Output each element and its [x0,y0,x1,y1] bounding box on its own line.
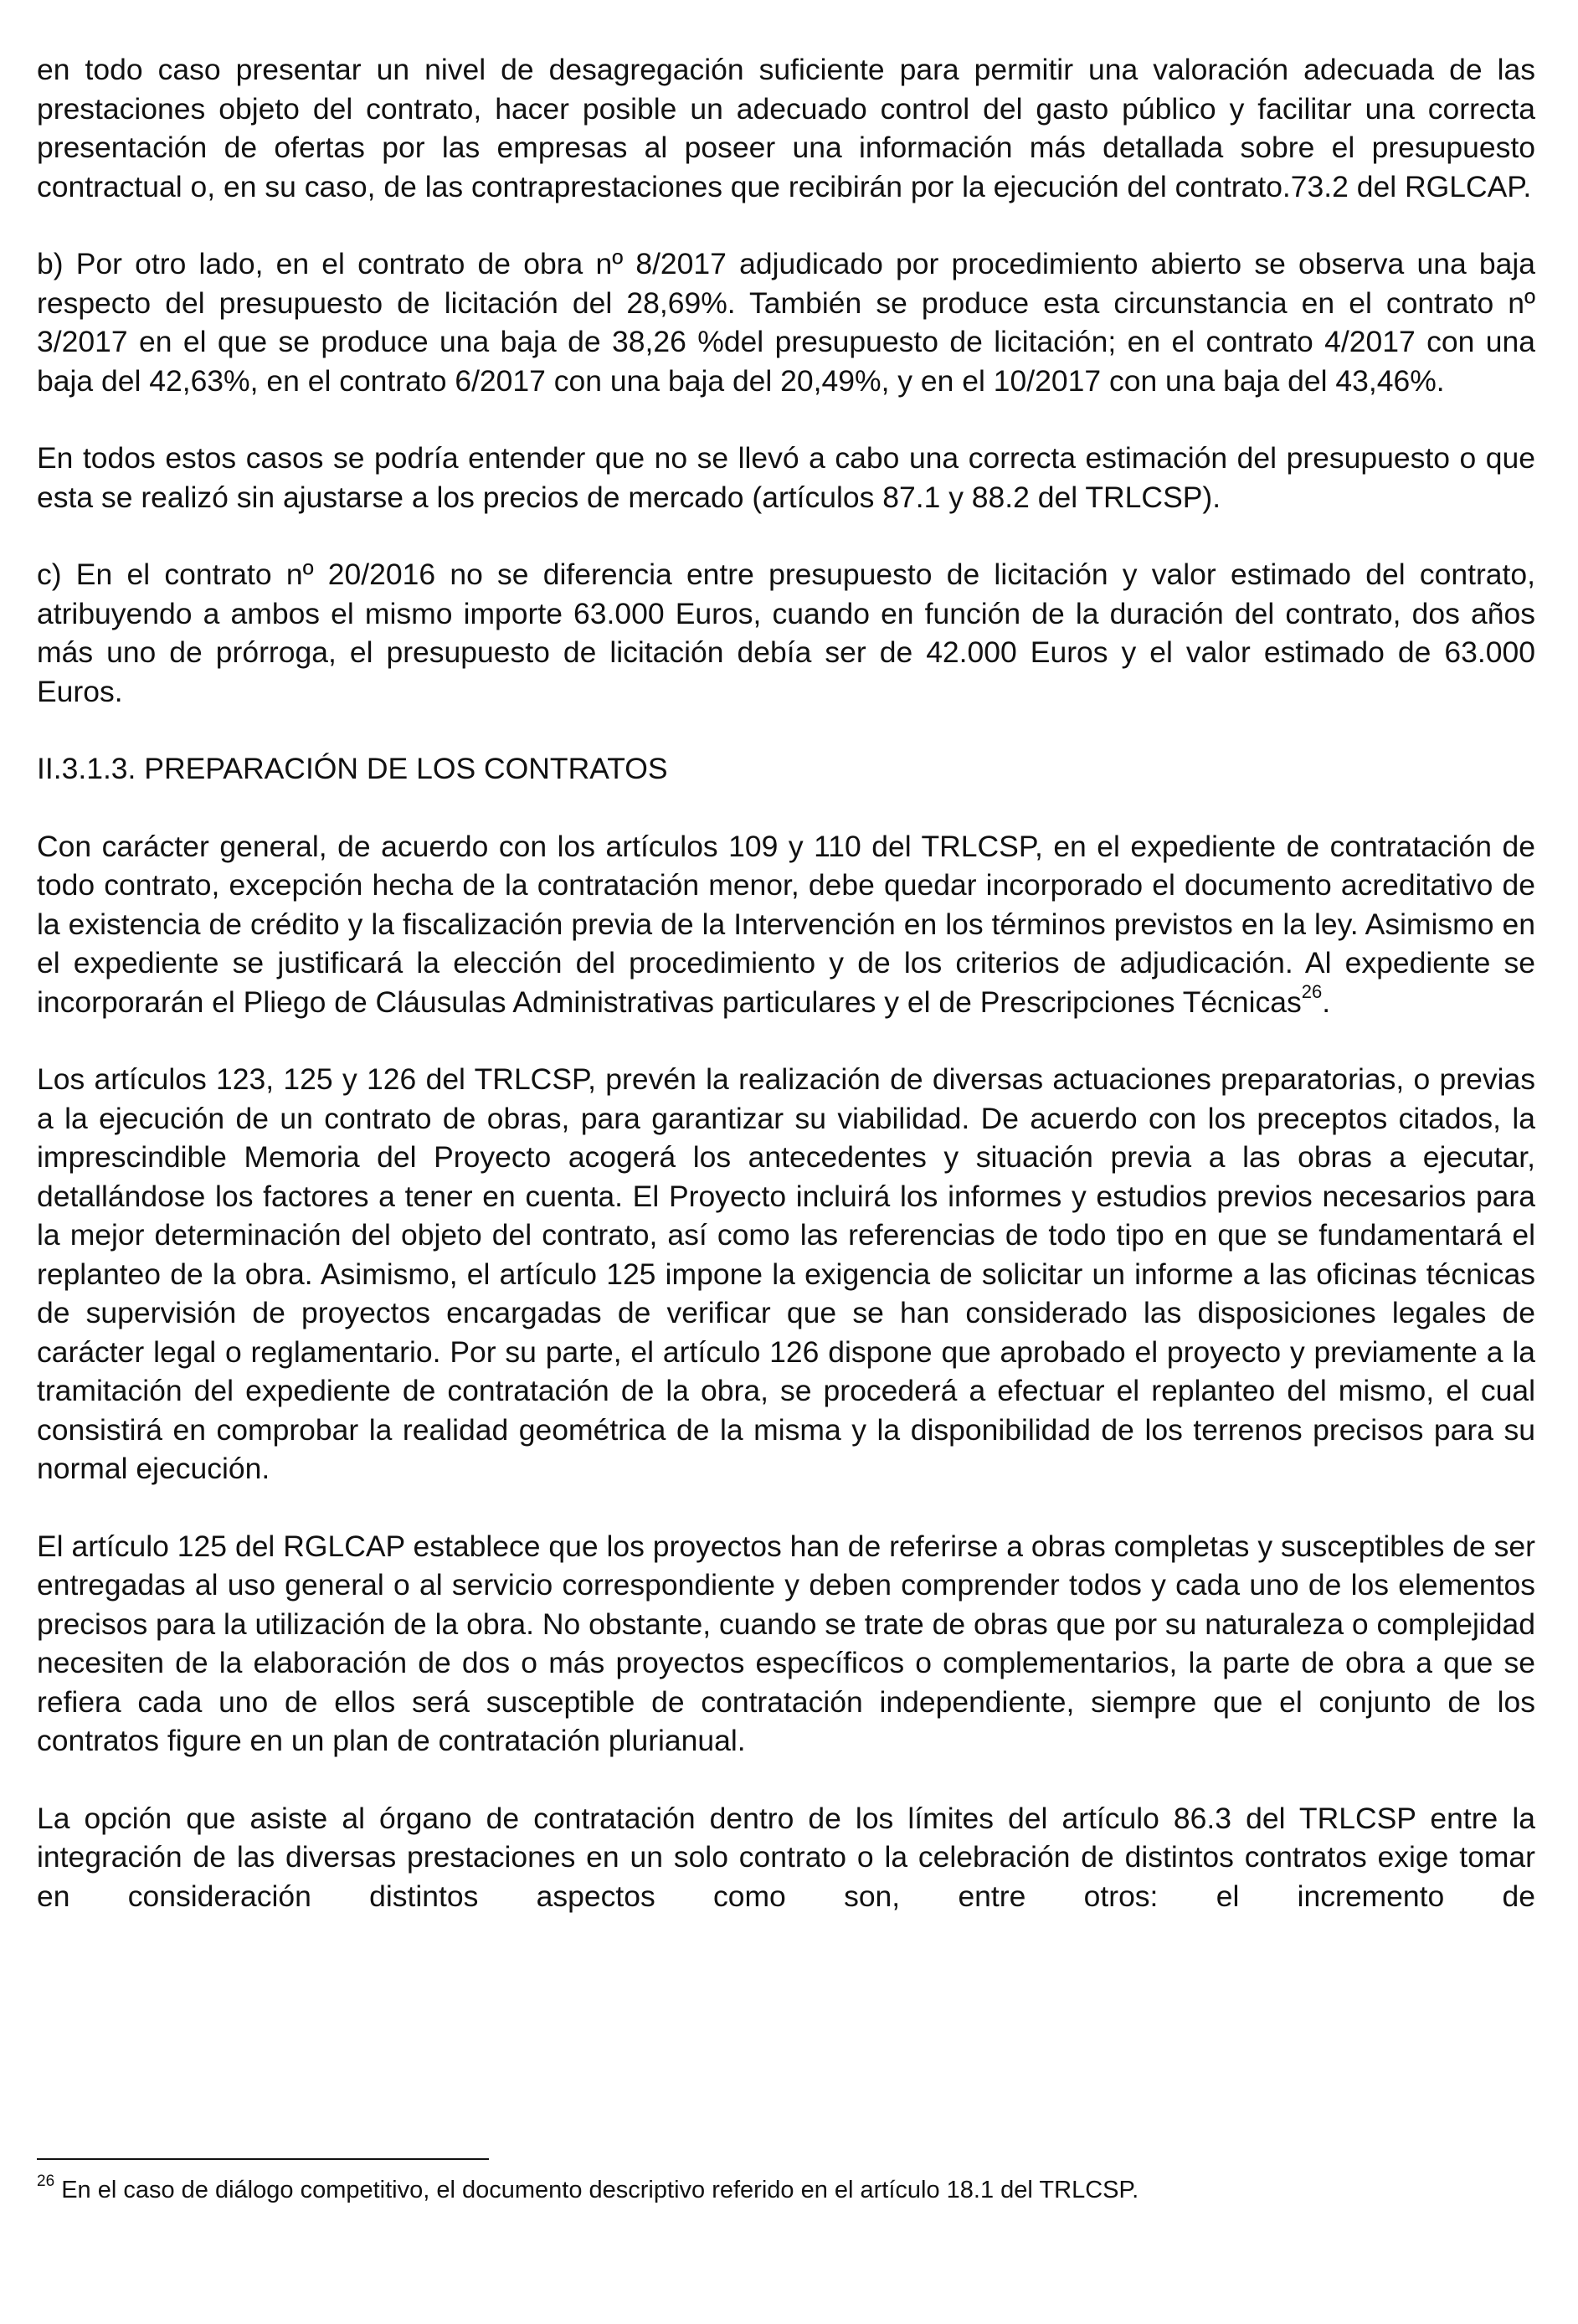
paragraph-articles-123-126: Los artículos 123, 125 y 126 del TRLCSP, prevén la realización de diversas actuaciones preparatorias, o previas a la ejecución de un contrato de obras, para garantizar su viabilidad. De acuerdo con los preceptos citados, la imprescindible Memoria del Proyecto acogerá los antecedentes y situación previa a las obras a ejecutar, detallándose los factores a tener en cuenta. El Proyecto incluirá los informes y estudios previos necesarios para la mejor determinación del objeto del contrato, así como las referencias de todo tipo en que se fundamentará el replanteo de la obra. Asimismo, el artículo 125 impone la exigencia de solicitar un informe a las oficinas técnicas de supervisión de proyectos encargadas de verificar que se han considerado las disposiciones legales de carácter legal o reglamentario. Por su parte, el artículo 126 dispone que aprobado el proyecto y previamente a la tramitación del expediente de contratación de la obra, se procederá a efectuar el replanteo del mismo, el cual consistirá en comprobar la realidad geométrica de la misma y la disponibilidad de los terrenos precisos para su normal ejecución. [37,1062,1535,1485]
footnote-number: 26 [37,2172,55,2191]
footnote [37,2174,1535,2206]
section-heading: II.3.1.3. PREPARACIÓN DE LOS CONTRATOS [37,752,668,785]
document-page [37,50,1535,1954]
paragraph-budget-breakdown: en todo caso presentar un nivel de desagregación suficiente para permitir una valoración adecuada de las prestaciones objeto del contrato, hacer posible un adecuado control del gasto público y facilitar una correcta presentación de ofertas por las empresas al poseer una información más detallada sobre el presupuesto contractual o, en su caso, de las contraprestaciones que recibirán por la ejecución del contrato.73.2 del RGLCAP. [37,53,1535,203]
paragraph-estimation: En todos estos casos se podría entender que no se llevó a cabo una correcta estimación del presupuesto o que esta se realizó sin ajustarse a los precios de mercado (artículos 87.1 y 88.2 del TRLCSP). [37,441,1535,514]
paragraph-general-character-text: Con carácter general, de acuerdo con los artículos 109 y 110 del TRLCSP, en el expediente de contratación de todo contrato, excepción hecha de la contratación menor, debe quedar incorporado el documento acreditativo de la existencia de crédito y la fiscalización previa de la Intervención en los términos previstos en la ley. Asimismo en el expediente se justificará la elección del procedimiento y de los criterios de adjudicación. Al expediente se incorporarán el Pliego de Cláusulas Administrativas particulares y el de Prescripciones Técnicas [37,829,1535,1019]
paragraph-article-125-rglcap: El artículo 125 del RGLCAP establece que los proyectos han de referirse a obras completas y susceptibles de ser entregadas al uso general o al servicio correspondiente y deben comprender todos y cada uno de los elementos precisos para la utilización de la obra. No obstante, cuando se trate de obras que por su naturaleza o complejidad necesiten de la elaboración de dos o más proyectos específicos o complementarios, la parte de obra a que se refiera cada uno de ellos será susceptible de contratación independiente, siempre que el conjunto de los contratos figure en un plan de contratación plurianual. [37,1529,1535,1757]
footnote-divider [37,2158,489,2160]
paragraph-c-contract: c) En el contrato nº 20/2016 no se diferencia entre presupuesto de licitación y valor estimado del contrato, atribuyendo a ambos el mismo importe 63.000 Euros, cuando en función de la duración del contrato, dos años más uno de prórroga, el presupuesto de licitación debía ser de 42.000 Euros y el valor estimado de 63.000 Euros. [37,558,1535,708]
paragraph-general-character [37,827,1535,1022]
footnote-reference[interactable]: 26 [1301,980,1323,1002]
paragraph-contracting-option: La opción que asiste al órgano de contratación dentro de los límites del artículo 86.3 del TRLCSP entre la integración de las diversas prestaciones en un solo contrato o la celebración de distintos contratos exige tomar en consideración distintos aspectos como son, entre otros: el incremento de [37,1801,1535,1913]
footnote-text: En el caso de diálogo competitivo, el documento descriptivo referido en el artículo 18.1 del TRLCSP. [54,2177,1139,2203]
paragraph-b-bids: b) Por otro lado, en el contrato de obra nº 8/2017 adjudicado por procedimiento abierto se observa una baja respecto del presupuesto de licitación del 28,69%. También se produce esta circunstancia en el contrato nº 3/2017 en el que se produce una baja de 38,26 %del presupuesto de licitación; en el contrato 4/2017 con una baja del 42,63%, en el contrato 6/2017 con una baja del 20,49%, y en el 10/2017 con una baja del 43,46%. [37,247,1535,398]
paragraph-general-character-end: . [1322,985,1331,1019]
